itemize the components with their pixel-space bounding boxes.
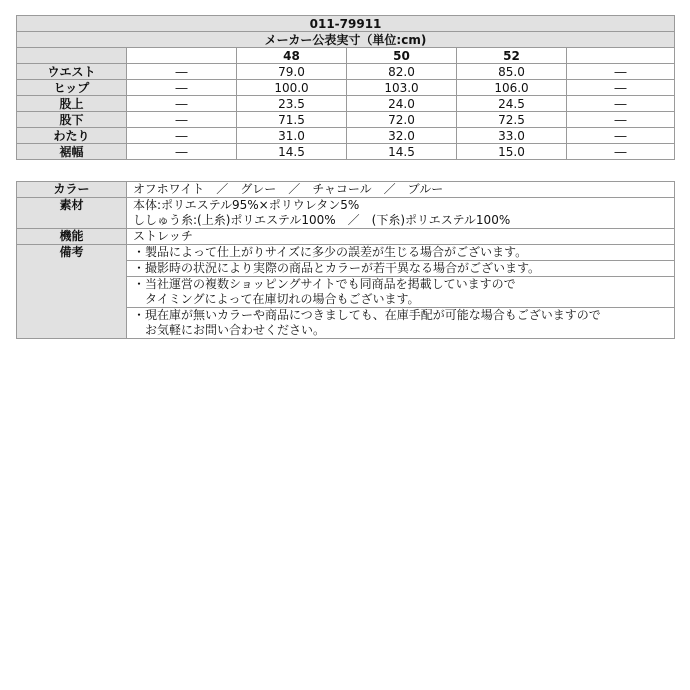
measure-value: 14.5 <box>347 144 457 160</box>
measure-value: 79.0 <box>237 64 347 80</box>
measure-value: 32.0 <box>347 128 457 144</box>
note-line: ・当社運営の複数ショッピングサイトでも同商品を掲載していますので <box>133 277 516 291</box>
spec-row-notes <box>17 245 675 261</box>
measure-value: ― <box>127 112 237 128</box>
measure-value: 72.0 <box>347 112 457 128</box>
spec-row-color <box>17 182 675 198</box>
material-line: 本体:ポリエステル95%×ポリウレタン5% <box>133 198 360 212</box>
color-list: オフホワイト ／ グレー ／ チャコール ／ ブルー <box>133 182 444 196</box>
measure-row-rise <box>17 96 675 112</box>
measure-value: 24.5 <box>457 96 567 112</box>
measure-value: ― <box>127 96 237 112</box>
measure-value: 24.0 <box>347 96 457 112</box>
size-header-1 <box>127 48 237 64</box>
measure-value: ― <box>567 112 675 128</box>
measure-label: ヒップ <box>17 80 127 96</box>
measure-value: 100.0 <box>237 80 347 96</box>
note-line: ・製品によって仕上がりサイズに多少の誤差が生じる場合がございます。 <box>133 245 528 259</box>
measure-row-waist <box>17 64 675 80</box>
measure-label: 股下 <box>17 112 127 128</box>
measure-label: わたり <box>17 128 127 144</box>
spec-table <box>16 181 675 339</box>
spec-row-material <box>17 198 675 229</box>
measure-value: ― <box>127 80 237 96</box>
measure-value: ― <box>127 128 237 144</box>
spec-label-material: 素材 <box>17 198 127 229</box>
spec-value-function <box>127 229 675 245</box>
measure-value: 31.0 <box>237 128 347 144</box>
note-line: ・撮影時の状況により実際の商品とカラーが若干異なる場合がございます。 <box>133 261 541 275</box>
size-table <box>16 15 675 160</box>
spec-label-color: カラー <box>17 182 127 198</box>
measure-value: ― <box>567 128 675 144</box>
measure-value: 71.5 <box>237 112 347 128</box>
measure-value: 85.0 <box>457 64 567 80</box>
measure-value: 15.0 <box>457 144 567 160</box>
function-value: ストレッチ <box>133 229 193 243</box>
note-line: お気軽にお問い合わせください。 <box>133 323 326 337</box>
measure-value: 82.0 <box>347 64 457 80</box>
note-item <box>127 245 675 261</box>
measure-row-hem <box>17 144 675 160</box>
measure-value: ― <box>567 144 675 160</box>
measure-value: 106.0 <box>457 80 567 96</box>
measure-value: 72.5 <box>457 112 567 128</box>
measure-value: ― <box>567 64 675 80</box>
spec-value-material <box>127 198 675 229</box>
note-item <box>127 308 675 339</box>
product-code: 011-79911 <box>17 16 675 32</box>
measure-value: ― <box>567 96 675 112</box>
note-item <box>127 277 675 308</box>
measure-value: 14.5 <box>237 144 347 160</box>
size-header-5 <box>567 48 675 64</box>
note-line: ・現在庫が無いカラーや商品につきましても、在庫手配が可能な場合もございますので <box>133 308 601 322</box>
size-header-2: 48 <box>237 48 347 64</box>
measure-row-thigh <box>17 128 675 144</box>
spec-label-function: 機能 <box>17 229 127 245</box>
measure-label: ウエスト <box>17 64 127 80</box>
size-header-4: 52 <box>457 48 567 64</box>
size-table-subtitle: メーカー公表実寸（単位:cm) <box>17 32 675 48</box>
spec-row-function <box>17 229 675 245</box>
measure-row-hip <box>17 80 675 96</box>
spec-label-notes: 備考 <box>17 245 127 339</box>
measure-value: ― <box>127 64 237 80</box>
measure-value: ― <box>127 144 237 160</box>
size-header-3: 50 <box>347 48 457 64</box>
spec-value-color <box>127 182 675 198</box>
size-header-corner <box>17 48 127 64</box>
measure-label: 裾幅 <box>17 144 127 160</box>
measure-label: 股上 <box>17 96 127 112</box>
note-item <box>127 261 675 277</box>
measure-value: 33.0 <box>457 128 567 144</box>
measure-value: ― <box>567 80 675 96</box>
material-line: ししゅう糸:(上糸)ポリエステル100% ／ (下糸)ポリエステル100% <box>133 213 511 227</box>
measure-row-inseam <box>17 112 675 128</box>
measure-value: 103.0 <box>347 80 457 96</box>
note-line: タイミングによって在庫切れの場合もございます。 <box>133 292 420 306</box>
measure-value: 23.5 <box>237 96 347 112</box>
